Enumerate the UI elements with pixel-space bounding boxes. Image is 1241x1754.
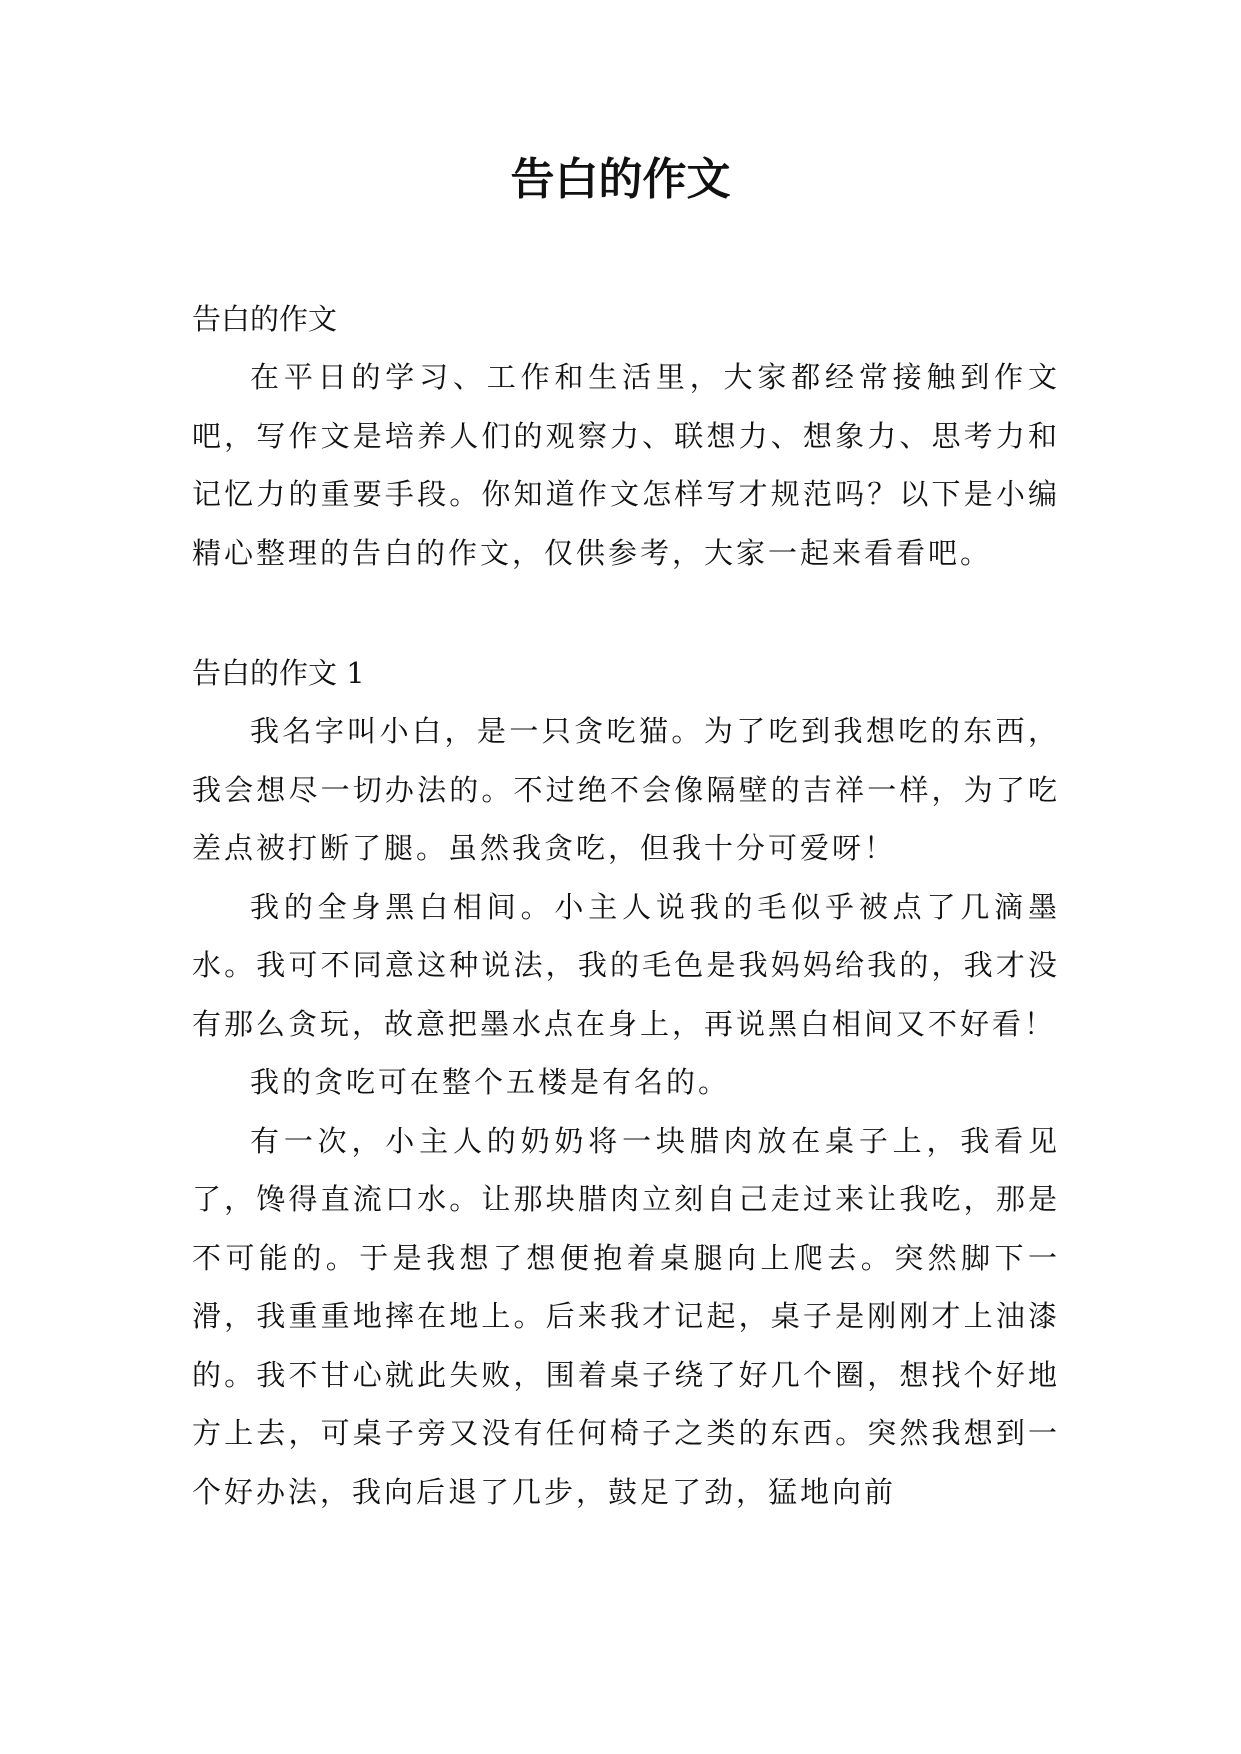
essay-1-paragraph-4: 有一次，小主人的奶奶将一块腊肉放在桌子上，我看见了，馋得直流口水。让那块腊肉立刻自己走过来让我吃，那是不可能的。于是我想了想便抱着桌腿向上爬去。突然脚下一滑，我重重地摔在地上。后来我才记起，桌子是刚刚才上油漆的。我不甘心就此失败，围着桌子绕了好几个圈，想找个好地方上去，可桌子旁又没有任何椅子之类的东西。突然我想到一个好办法，我向后退了几步，鼓足了劲，猛地向前 [192,1123,1060,1509]
essay-1-paragraph-3: 我的贪吃可在整个五楼是有名的。 [250,1065,731,1099]
essay-1-paragraph-1: 我名字叫小白，是一只贪吃猫。为了吃到我想吃的东西，我会想尽一切办法的。不过绝不会像隔壁的吉祥一样，为了吃差点被打断了腿。虽然我贪吃，但我十分可爱呀！ [192,714,1060,865]
essay-1-heading: 告白的作文 1 [192,656,365,690]
essay-1-paragraph-2: 我的全身黑白相间。小主人说我的毛似乎被点了几滴墨水。我可不同意这种说法，我的毛色是我妈妈给我的，我才没有那么贪玩，故意把墨水点在身上，再说黑白相间又不好看！ [192,889,1060,1041]
document-title: 告白的作文 [510,154,731,205]
document-body [192,290,1060,1521]
intro-paragraph: 在平日的学习、工作和生活里，大家都经常接触到作文吧，写作文是培养人们的观察力、联想力、想象力、思考力和记忆力的重要手段。你知道作文怎样写才规范吗？以下是小编精心整理的告白的作文，仅供参考，大家一起来看看吧。 [192,360,1060,570]
section-spacer [192,582,1060,644]
intro-heading: 告白的作文 [192,302,338,336]
